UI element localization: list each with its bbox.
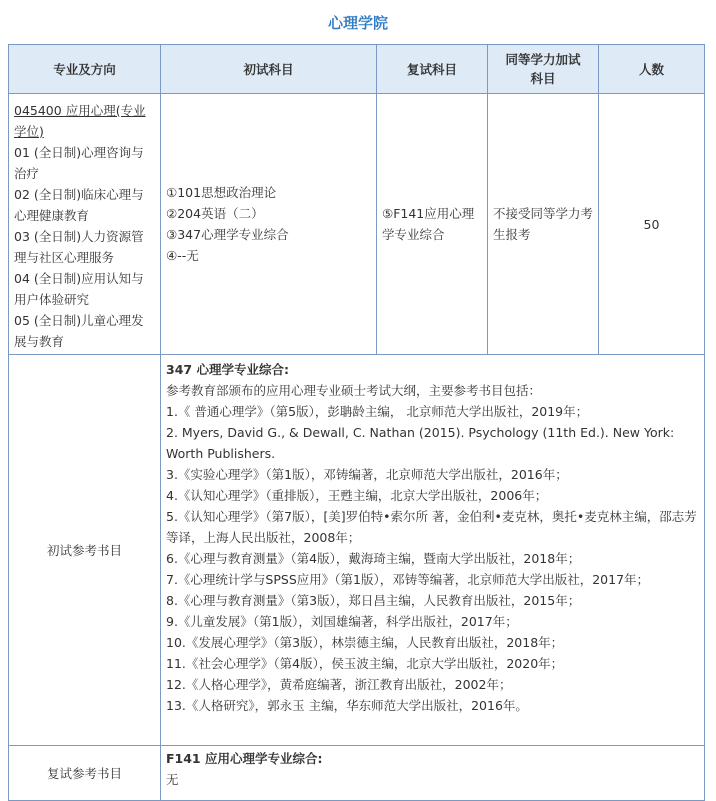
- book-item: 6.《心理与教育测量》（第4版），戴海琦主编，暨南大学出版社，2018年；: [166, 551, 581, 566]
- book-item: 11.《社会心理学》（第4版），侯玉波主编，北京大学出版社，2020年；: [166, 656, 564, 671]
- direction-item: 05 (全日制)儿童心理发展与教育: [14, 313, 144, 349]
- header-major: 专业及方向: [9, 45, 161, 94]
- book-item: 5.《认知心理学》（第7版），[美]罗伯特•索尔所 著，金伯利•麦克林，奥托•麦克林主编，邵志芳等译，上海人民出版社，2008年；: [166, 509, 697, 545]
- direction-item: 02 (全日制)临床心理与心理健康教育: [14, 187, 144, 223]
- book-item: 1.《 普通心理学》（第5版），彭聃龄主编， 北京师范大学出版社，2019年；: [166, 404, 589, 419]
- retest-books-label: 复试参考书目: [9, 746, 161, 801]
- prelim-subject: ①101思想政治理论: [166, 185, 277, 200]
- retest-books-row: [9, 746, 705, 801]
- book-item: 4.《认知心理学》（重排版），王甦主编，北京大学出版社，2006年；: [166, 488, 548, 503]
- prelim-books-row: [9, 355, 705, 746]
- retest-books-cell: [161, 746, 705, 801]
- major-cell: [9, 94, 161, 355]
- book-item: 12.《人格心理学》，黄希庭编著，浙江教育出版社，2002年；: [166, 677, 512, 692]
- prelim-books-heading: 347 心理学专业综合:: [166, 362, 289, 377]
- direction-item: 01 (全日制)心理咨询与治疗: [14, 145, 144, 181]
- header-equiv: [488, 45, 599, 94]
- retest-books-content: 无: [166, 772, 179, 787]
- prelim-subject: ④--无: [166, 248, 199, 263]
- direction-item: 03 (全日制)人力资源管理与社区心理服务: [14, 229, 144, 265]
- count-cell: 50: [599, 94, 705, 355]
- header-equiv-text: 同等学力加试科目: [505, 52, 581, 86]
- retest-books-heading: F141 应用心理学专业综合:: [166, 751, 323, 766]
- page-title: 心理学院: [327, 14, 388, 32]
- prelim-books-label: 初试参考书目: [9, 355, 161, 746]
- equiv-subject-cell: 不接受同等学力考生报考: [488, 94, 599, 355]
- program-row: [9, 94, 705, 355]
- prelim-subject: ③347心理学专业综合: [166, 227, 289, 242]
- book-item: 3.《实验心理学》（第1版），邓铸编著，北京师范大学出版社，2016年；: [166, 467, 568, 482]
- book-item: 8.《心理与教育测量》（第3版），郑日昌主编，人民教育出版社，2015年；: [166, 593, 581, 608]
- header-retest: 复试科目: [377, 45, 488, 94]
- major-code-link[interactable]: 045400 应用心理(专业学位): [14, 103, 146, 139]
- prelim-subject: ②204英语（二）: [166, 206, 264, 221]
- direction-item: 04 (全日制)应用认知与用户体验研究: [14, 271, 144, 307]
- prelim-books-intro: 参考教育部颁布的应用心理专业硕士考试大纲，主要参考书目包括：: [166, 383, 542, 398]
- prelim-books-cell: [161, 355, 705, 746]
- retest-subject-cell: ⑤F141应用心理学专业综合: [377, 94, 488, 355]
- prelim-subjects-cell: [161, 94, 377, 355]
- header-prelim: 初试科目: [161, 45, 377, 94]
- book-item: 13.《人格研究》，郭永玉 主编，华东师范大学出版社，2016年。: [166, 698, 528, 713]
- book-item: 7.《心理统计学与SPSS应用》（第1版），邓铸等编著，北京师范大学出版社，2017年；: [166, 572, 650, 587]
- header-count: 人数: [599, 45, 705, 94]
- admission-table: [8, 44, 705, 801]
- header-row: [9, 45, 705, 94]
- book-item: 2. Myers, David G., & Dewall, C. Nathan (2015). Psychology (11th Ed.). New York: Worth Publishers.: [166, 425, 675, 461]
- book-item: 10.《发展心理学》（第3版），林崇德主编，人民教育出版社，2018年；: [166, 635, 564, 650]
- book-item: 9.《儿童发展》（第1版），刘国雄编著，科学出版社，2017年；: [166, 614, 518, 629]
